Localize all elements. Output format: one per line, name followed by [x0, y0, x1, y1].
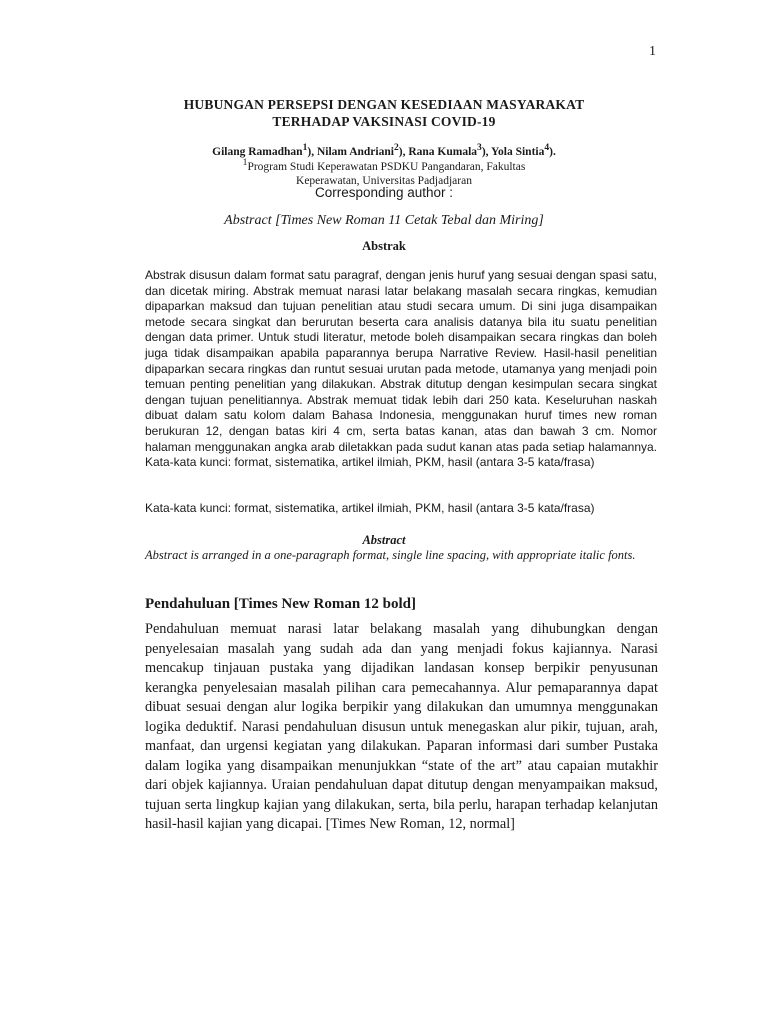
abstract-en-body: Abstract is arranged in a one-paragraph format, single line spacing, with appropriate italic fonts.: [145, 548, 636, 562]
corresponding-author: Corresponding author :: [314, 185, 454, 200]
page-number: 1: [649, 44, 656, 59]
affiliation-line-1: [0, 156, 768, 174]
author-2: ), Nilam Andriani: [307, 145, 394, 158]
author-list-closing: ).: [549, 145, 556, 158]
pendahuluan-body: Pendahuluan memuat narasi latar belakang masalah yang dihubungkan dengan penyelesaian masalah yang sudah ada dan yang menjadi fokus kajiannya. Narasi mencakup tinjauan pustaka yang dijadikan landasan konsep berpikir penyusunan kerangka penyelesaian masalah pilihan cara pemecahannya. Alur pemaparannya dapat dibuat sesuai dengan alur logika berpikir yang dilakukan dan umumnya menggunakan logika deduktif. Narasi pendahuluan disusun untuk menegaskan alur pikir, tujuan, arah, manfaat, dan urgensi kegiatan yang dilakukan. Paparan informasi dari sumber Pustaka dalam logika yang disampaikan menunjukkan “state of the art” atau capaian mutakhir dari objek kajiannya. Uraian pendahuluan dapat ditutup dengan menyampaikan maksud, tujuan serta lingkup kajian yang dilakukan, serta, bila perlu, harapan terhadap kelanjutan hasil-hasil kajian yang dicapai. [Times New Roman, 12, normal]: [145, 621, 658, 832]
affiliation-sup: 1: [242, 157, 248, 168]
paper-title: [0, 96, 768, 130]
author-1: Gilang Ramadhan: [212, 145, 303, 158]
affiliation-text-1: Program Studi Keperawatan PSDKU Pangandaran, Fakultas: [247, 160, 526, 173]
keywords-line: Kata-kata kunci: format, sistematika, artikel ilmiah, PKM, hasil (antara 3-5 kata/frasa): [145, 501, 595, 515]
author-3-sup: 3: [477, 142, 482, 153]
author-3: ), Rana Kumala: [398, 145, 478, 158]
author-4: ), Yola Sintia: [481, 145, 545, 158]
title-line-1: HUBUNGAN PERSEPSI DENGAN KESEDIAAN MASYARAKAT: [183, 97, 585, 112]
affiliation-line-2: Keperawatan, Universitas Padjadjaran: [296, 175, 472, 188]
author-4-sup: 4: [544, 142, 550, 153]
author-1-sup: 1: [302, 142, 308, 153]
abstrak-body: Abstrak disusun dalam format satu paragraf, dengan jenis huruf yang sesuai dengan spasi satu, dan dicetak miring. Abstrak memuat narasi latar belakang masalah secara ringkas, kemudian dipaparkan maksud dan tujuan penelitian atau studi secara umum. Di sini juga disampaikan metode secara singkat dan berurutan beserta cara analisis datanya bila itu suatu penelitian dengan data primer. Untuk studi literatur, metode boleh disampaikan secara ringkas dan boleh juga tidak disampaikan apabila paparannya berupa Narrative Review. Hasil-hasil penelitian dipaparkan secara ringkas dan runtut sesuai urutan pada metode, utamanya yang menjadi poin temuan penting penelitian yang dilakukan. Abstrak ditutup dengan kesimpulan secara singkat dengan tujuan penelitiannya. Abstrak memuat tidak lebih dari 250 kata. Keseluruhan naskah dibuat dalam satu kolom dalam Bahasa Indonesia, menggunakan huruf times new roman berukuran 12, dengan batas kiri 4 cm, serta batas kanan, atas dan bawah 3 cm. Nomor halaman menggunakan angka arab diletakkan pada sudut kanan atas pada setiap halamannya. Kata-kata kunci: format, sistematika, artikel ilmiah, PKM, hasil (antara 3-5 kata/frasa): [145, 268, 657, 470]
affiliation: [0, 156, 768, 189]
abstract-format-note: Abstract [Times New Roman 11 Cetak Tebal dan Miring]: [224, 213, 544, 228]
author-2-sup: 2: [393, 142, 399, 153]
abstrak-heading: Abstrak: [362, 239, 406, 253]
abstract-en-heading: Abstract: [362, 533, 406, 547]
pendahuluan-heading: Pendahuluan [Times New Roman 12 bold]: [145, 596, 417, 612]
title-line-2: TERHADAP VAKSINASI COVID-19: [272, 114, 496, 129]
